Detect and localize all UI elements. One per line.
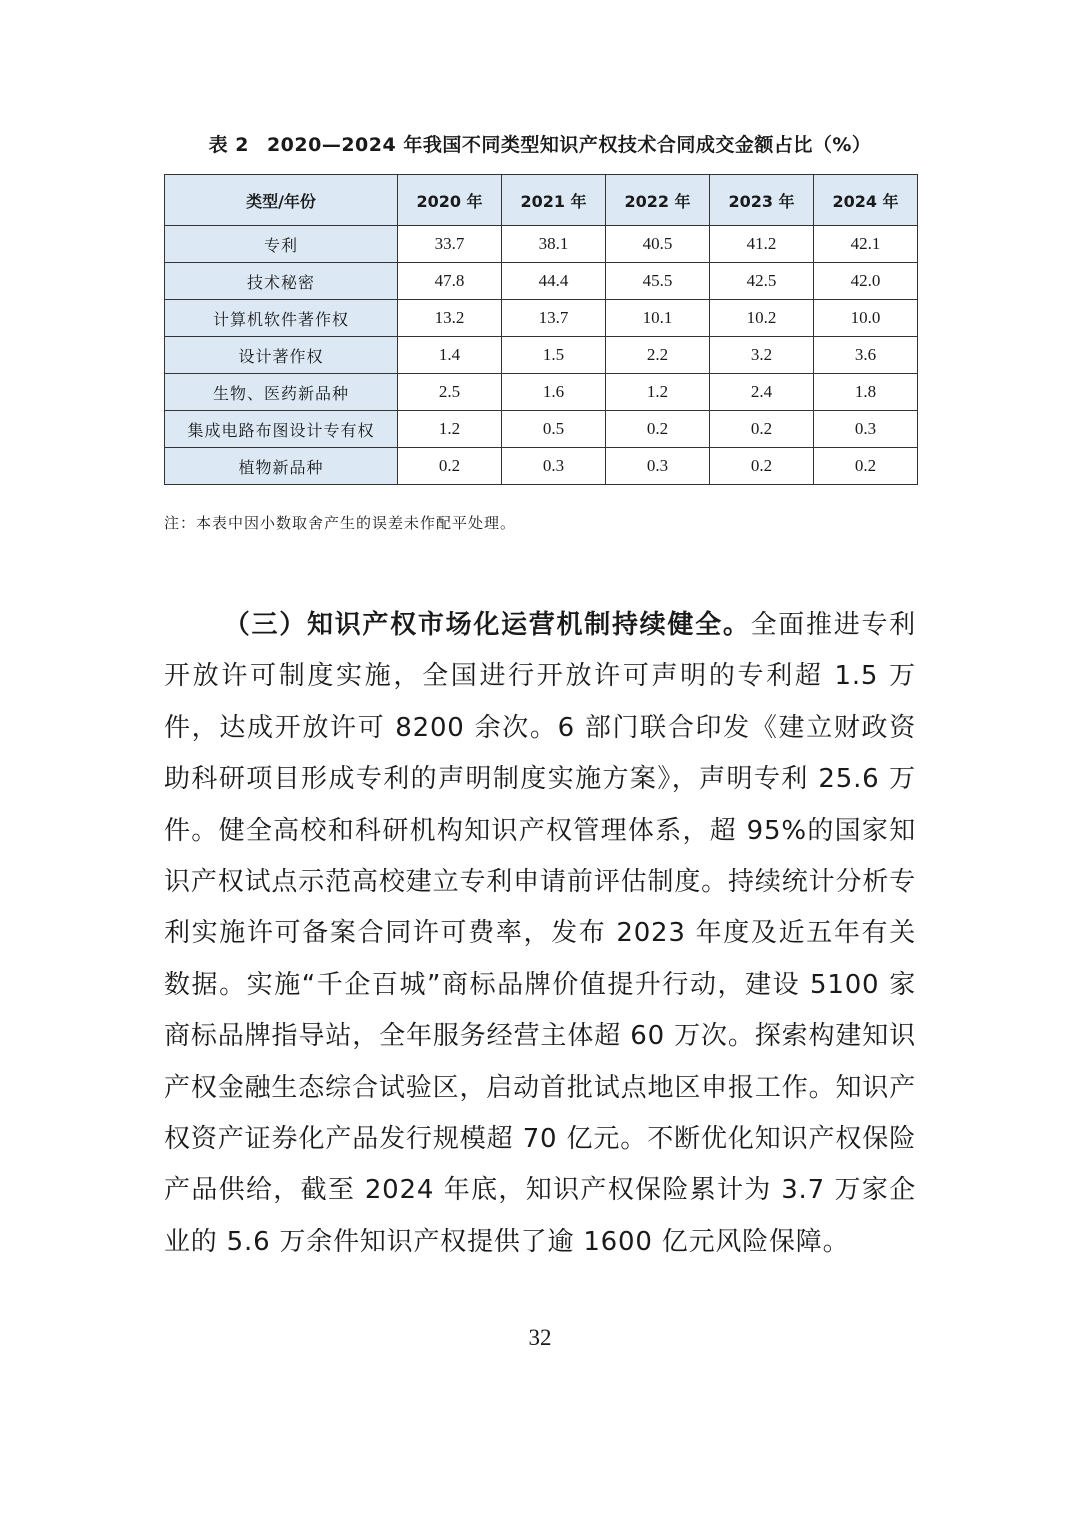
table-cell: 1.8 <box>814 374 918 411</box>
table-cell: 1.2 <box>606 374 710 411</box>
table-row <box>165 337 918 374</box>
table-row <box>165 411 918 448</box>
column-header: 2021 年 <box>502 175 606 226</box>
table-cell: 1.6 <box>502 374 606 411</box>
table-cell: 13.2 <box>398 300 502 337</box>
table-row <box>165 263 918 300</box>
table-cell: 0.2 <box>606 411 710 448</box>
ip-contract-share-table <box>164 174 918 485</box>
table-cell: 0.3 <box>606 448 710 485</box>
table-cell: 1.4 <box>398 337 502 374</box>
table-caption-title: 2020—2024 年我国不同类型知识产权技术合同成交金额占比（%） <box>266 134 872 156</box>
body-paragraph <box>164 600 916 1268</box>
page-number: 32 <box>528 1325 552 1350</box>
row-label: 计算机软件著作权 <box>165 300 398 337</box>
table-cell: 10.1 <box>606 300 710 337</box>
table-cell: 2.5 <box>398 374 502 411</box>
column-header: 类型/年份 <box>165 175 398 226</box>
table-header-row <box>165 175 918 226</box>
row-label: 技术秘密 <box>165 263 398 300</box>
table-cell: 44.4 <box>502 263 606 300</box>
table-row <box>165 448 918 485</box>
table-cell: 0.3 <box>502 448 606 485</box>
column-header: 2022 年 <box>606 175 710 226</box>
table-cell: 0.5 <box>502 411 606 448</box>
table-cell: 47.8 <box>398 263 502 300</box>
table-cell: 0.3 <box>814 411 918 448</box>
table-cell: 33.7 <box>398 226 502 263</box>
table-caption <box>0 130 1080 157</box>
row-label: 专利 <box>165 226 398 263</box>
table-cell: 3.2 <box>710 337 814 374</box>
table-note: 注：本表中因小数取舍产生的误差未作配平处理。 <box>164 514 517 532</box>
row-label: 植物新品种 <box>165 448 398 485</box>
column-header: 2024 年 <box>814 175 918 226</box>
table-cell: 2.4 <box>710 374 814 411</box>
table-cell: 3.6 <box>814 337 918 374</box>
table-cell: 0.2 <box>398 448 502 485</box>
table-cell: 42.0 <box>814 263 918 300</box>
table-cell: 1.5 <box>502 337 606 374</box>
table-cell: 1.2 <box>398 411 502 448</box>
row-label: 生物、医药新品种 <box>165 374 398 411</box>
table-row <box>165 374 918 411</box>
table-cell: 0.2 <box>814 448 918 485</box>
table-cell: 42.5 <box>710 263 814 300</box>
table-cell: 45.5 <box>606 263 710 300</box>
table-row <box>165 226 918 263</box>
column-header: 2023 年 <box>710 175 814 226</box>
table-caption-label: 表 2 <box>208 134 249 156</box>
section-heading: （三）知识产权市场化运营机制持续健全。 <box>223 610 751 640</box>
table-cell: 2.2 <box>606 337 710 374</box>
table-cell: 13.7 <box>502 300 606 337</box>
table-cell: 0.2 <box>710 411 814 448</box>
table-cell: 41.2 <box>710 226 814 263</box>
row-label: 集成电路布图设计专有权 <box>165 411 398 448</box>
row-label: 设计著作权 <box>165 337 398 374</box>
table-cell: 42.1 <box>814 226 918 263</box>
table-cell: 40.5 <box>606 226 710 263</box>
table-cell: 10.0 <box>814 300 918 337</box>
column-header: 2020 年 <box>398 175 502 226</box>
table-row <box>165 300 918 337</box>
section-body: 全面推进专利开放许可制度实施，全国进行开放许可声明的专利超 1.5 万件，达成开放许可 8200 余次。6 部门联合印发《建立财政资助科研项目形成专利的声明制度实施方案》，声明专利 25.6 万件。健全高校和科研机构知识产权管理体系，超 95%的国家知识产权试点示范高校建立专利申请前评估制度。持续统计分析专利实施许可备案合同许可费率，发布 2023 年度及近五年有关数据。实施“千企百城”商标品牌价值提升行动，建设 5100 家商标品牌指导站，全年服务经营主体超 60 万次。探索构建知识产权金融生态综合试验区，启动首批试点地区申报工作。知识产权资产证券化产品发行规模超 70 亿元。不断优化知识产权保险产品供给，截至 2024 年底，知识产权保险累计为 3.7 万家企业的 5.6 万余件知识产权提供了逾 1600 亿元风险保障。 <box>164 610 916 1257</box>
table-cell: 0.2 <box>710 448 814 485</box>
table-cell: 10.2 <box>710 300 814 337</box>
table-cell: 38.1 <box>502 226 606 263</box>
